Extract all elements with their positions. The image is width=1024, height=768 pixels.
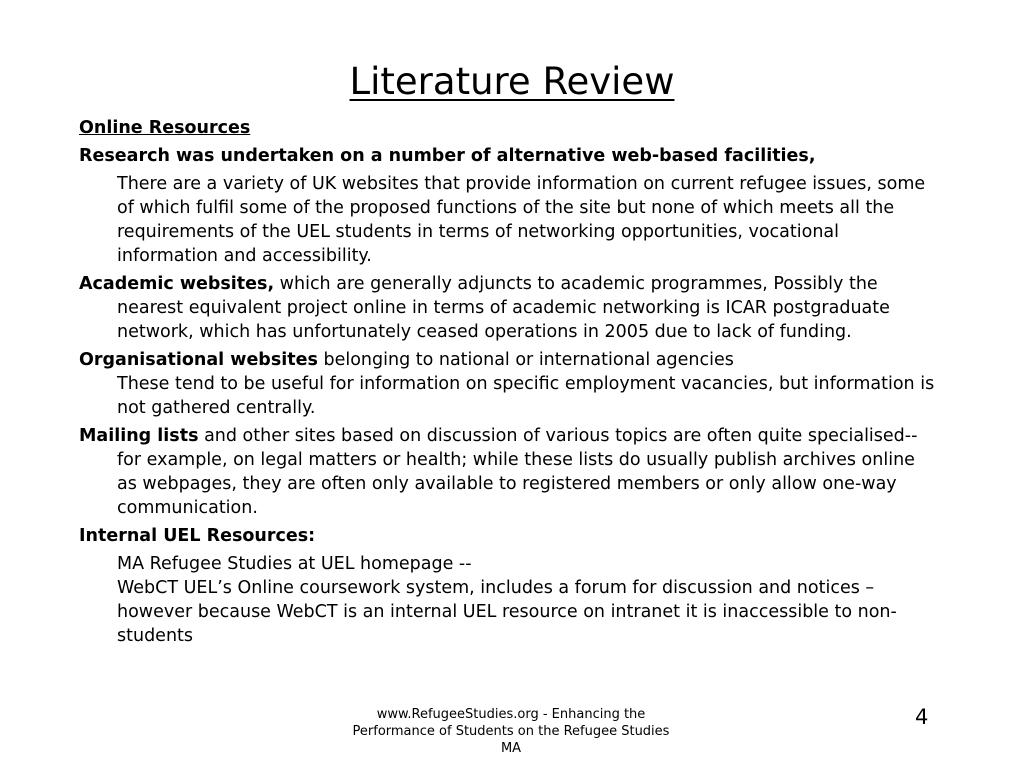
organisational-websites-paragraph [79,348,939,372]
page-number: 4 [915,705,929,729]
research-intro: Research was undertaken on a number of alternative web-based facilities, [79,146,816,166]
mailing-lists-text: and other sites based on discussion of various topics are often quite specialised--for example, on legal matters or health; while these lists do usually publish archives online as webpages, they are often only available to registered members or only allow one-way communication. [117,426,918,518]
internal-resources-line-2: WebCT UEL’s Online coursework system, includes a forum for discussion and notices – however because WebCT is an internal UEL resource on intranet it is inaccessible to non-students [117,578,897,646]
slide-title: Literature Review [349,60,675,103]
organisational-websites-text: belonging to national or international agencies [317,350,734,370]
mailing-lists-paragraph [79,424,939,520]
academic-websites-label: Academic websites, [79,274,275,294]
academic-websites-text: which are generally adjuncts to academic programmes, Possibly the nearest equivalent project online in terms of academic networking is ICAR postgraduate network, which has unfortunately ceased operations in 2005 due to lack of funding. [117,274,890,342]
organisational-websites-label: Organisational websites [79,350,318,370]
internal-resources-line-1: MA Refugee Studies at UEL homepage -- [117,554,472,574]
mailing-lists-label: Mailing lists [79,426,199,446]
internal-resources-heading: Internal UEL Resources: [79,526,316,546]
research-body: There are a variety of UK websites that provide information on current refugee issues, some of which fulfil some of the proposed functions of the site but none of which meets all the requirements of the UEL students in terms of networking opportunities, vocational information and accessibility. [117,174,926,266]
slide-content [79,116,939,648]
footer-text: www.RefugeeStudies.org - Enhancing the Performance of Students on the Refugee Studies MA [352,707,670,756]
online-resources-heading: Online Resources [79,118,251,138]
organisational-websites-body: These tend to be useful for information on specific employment vacancies, but information is not gathered centrally. [117,374,935,418]
academic-websites-paragraph [79,272,939,344]
